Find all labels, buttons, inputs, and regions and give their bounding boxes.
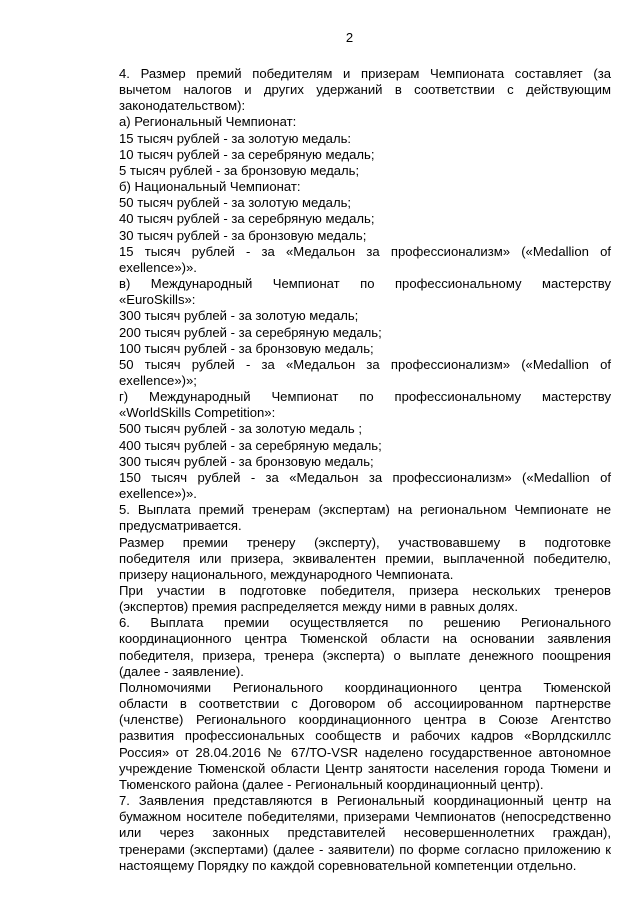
- text-line: тренерами (экспертами) (далее - заявители) по форме согласно приложению к: [119, 841, 611, 857]
- text-line: «EuroSkills»:: [119, 292, 196, 308]
- text-line: настоящему Порядку по каждой соревновательной компетенции отдельно.: [119, 857, 577, 873]
- text-line: развития профессиональных сообществ и рабочих кадров «Ворлдскиллс: [119, 728, 611, 744]
- text-line: 50 тысяч рублей - за «Медальон за профессионализм» («Medallion of: [119, 356, 611, 372]
- text-line: области в соответствии с Договором об ассоциированном партнерстве: [119, 696, 611, 712]
- text-line: Россия» от 28.04.2016 № 67/ТО-VSR наделено государственное автономное: [119, 744, 611, 760]
- text-line: или через законных представителей несовершеннолетних граждан),: [119, 825, 611, 841]
- list-item: 400 тысяч рублей - за серебряную медаль;: [119, 437, 382, 453]
- text-line: Полномочиями Регионального координационного центра Тюменской: [119, 679, 611, 695]
- text-line: учреждение Тюменской области Центр занятости населения города Тюмени и: [119, 760, 611, 776]
- text-line: в) Международный Чемпионат по профессиональному мастерству: [119, 276, 611, 292]
- list-item: 100 тысяч рублей - за бронзовую медаль;: [119, 340, 374, 356]
- list-item: 500 тысяч рублей - за золотую медаль ;: [119, 421, 362, 437]
- list-item: 30 тысяч рублей - за бронзовую медаль;: [119, 227, 367, 243]
- text-line: бумажном носителе победителями, призерами Чемпионатов (непосредственно: [119, 809, 611, 825]
- text-line: exellence»)»;: [119, 372, 197, 388]
- text-line: г) Международный Чемпионат по профессиональному мастерству: [119, 389, 611, 405]
- text-line: (членстве) Регионального координационного центра в Союзе Агентство: [119, 712, 611, 728]
- text-line: 4. Размер премий победителям и призерам Чемпионата составляет (за: [119, 66, 611, 81]
- text-line: 6. Выплата премии осуществляется по решению Регионального: [119, 615, 611, 631]
- regional-heading: а) Региональный Чемпионат:: [119, 114, 297, 130]
- section-6-paragraph: [88, 615, 611, 680]
- text-line: exellence»)».: [119, 259, 197, 275]
- text-line: (экспертов) премия распределяется между ними в равных долях.: [119, 599, 518, 615]
- text-line: 15 тысяч рублей - за «Медальон за профессионализм» («Medallion of: [119, 243, 611, 259]
- text-line: Размер премии тренеру (эксперту), участвовавшему в подготовке: [119, 534, 611, 550]
- worldskills-medallion: [88, 470, 611, 502]
- section-4-intro: [88, 66, 611, 114]
- list-item: 15 тысяч рублей - за золотую медаль:: [119, 130, 352, 146]
- text-line: 5. Выплата премий тренерам (экспертам) на региональном Чемпионате не: [119, 502, 611, 518]
- list-item: 200 тысяч рублей - за серебряную медаль;: [119, 324, 382, 340]
- text-line: предусматривается.: [119, 518, 242, 534]
- section-5-paragraph: [88, 502, 611, 534]
- text-line: координационного центра Тюменской области на основании заявления: [119, 631, 611, 647]
- worldskills-heading: [88, 389, 611, 421]
- text-line: призеру национального, международного Чемпионата.: [119, 566, 454, 582]
- text-line: «WorldSkills Competition»:: [119, 405, 276, 421]
- text-line: 150 тысяч рублей - за «Медальон за профессионализм» («Medallion of: [119, 469, 611, 485]
- national-heading: б) Национальный Чемпионат:: [119, 179, 301, 195]
- euroskills-medallion: [88, 357, 611, 389]
- list-item: 40 тысяч рублей - за серебряную медаль;: [119, 211, 375, 227]
- text-line: При участии в подготовке победителя, призера нескольких тренеров: [119, 583, 611, 598]
- text-line: вычетом налогов и других удержаний в соответствии с действующим: [119, 82, 611, 98]
- section-6-paragraph: [88, 680, 611, 793]
- list-item: 10 тысяч рублей - за серебряную медаль;: [119, 146, 375, 162]
- text-line: exellence»)».: [119, 486, 197, 502]
- text-line: законодательством):: [119, 98, 246, 114]
- list-item: 50 тысяч рублей - за золотую медаль;: [119, 195, 352, 211]
- text-line: победителя или призера, эквивалентен премии, выплаченной победителю,: [119, 550, 611, 566]
- section-7-paragraph: [88, 793, 611, 874]
- text-line: победителя, призера, тренера (эксперта) о выплате денежного поощрения: [119, 647, 611, 663]
- section-5-paragraph: [88, 583, 611, 615]
- euroskills-heading: [88, 276, 611, 308]
- page-number: 2: [345, 30, 354, 45]
- text-line: Тюменского района (далее - Региональный координационный центр).: [119, 776, 544, 792]
- text-line: (далее - заявление).: [119, 663, 244, 679]
- list-item: 300 тысяч рублей - за золотую медаль;: [119, 308, 359, 324]
- text-line: 7. Заявления представляются в Региональный координационный центр на: [119, 793, 611, 809]
- section-5-paragraph: [88, 535, 611, 583]
- national-medallion: [88, 244, 611, 276]
- list-item: 5 тысяч рублей - за бронзовую медаль;: [119, 162, 360, 178]
- list-item: 300 тысяч рублей - за бронзовую медаль;: [119, 453, 374, 469]
